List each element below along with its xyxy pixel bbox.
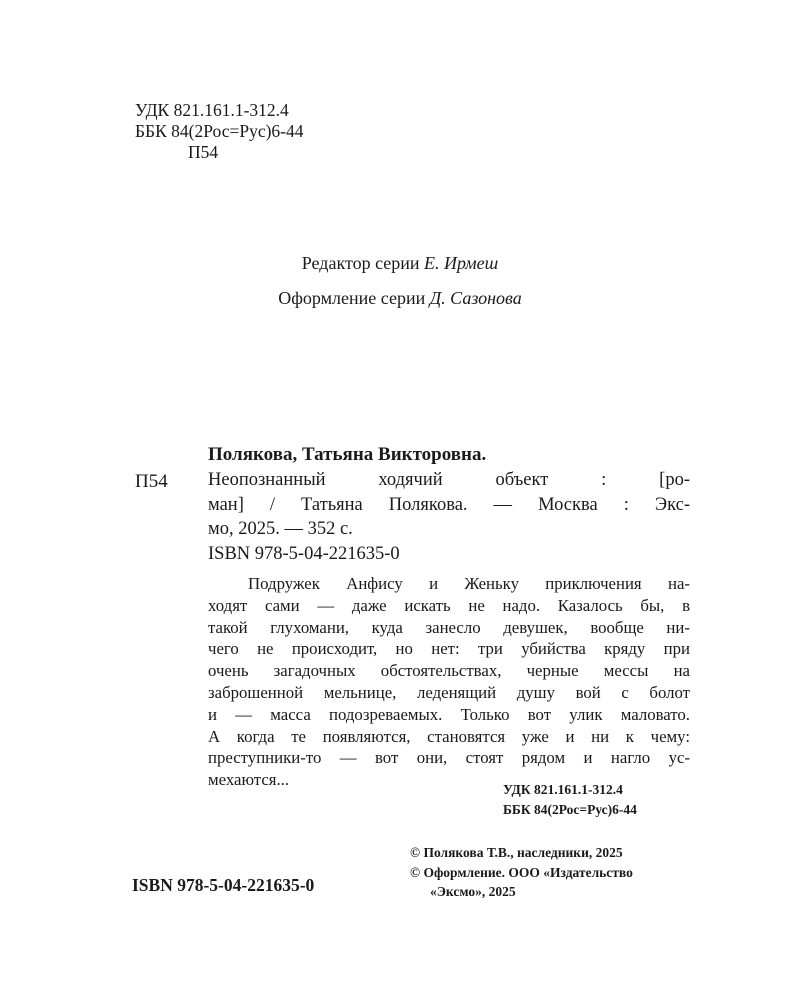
- annotation-line: очень загадочных обстоятельствах, черные мессы на: [208, 661, 690, 681]
- record-title-block: [208, 468, 690, 542]
- annotation-paragraph: [208, 573, 690, 791]
- top-author-mark: П54: [188, 142, 219, 162]
- annotation-line: заброшенной мельнице, леденящий душу вой с болот: [208, 682, 690, 702]
- annotation-line: преступники-то — вот они, стоят рядом и нагло ус-: [208, 748, 690, 768]
- top-bbk-code: ББК 84(2Рос=Рус)6-44: [135, 121, 304, 141]
- top-udk-code: УДК 821.161.1-312.4: [135, 100, 289, 120]
- annotation-line: А когда те появляются, становятся уже и ни к чему:: [208, 726, 690, 746]
- series-design-name: Д. Сазонова: [429, 288, 522, 308]
- copyright-block: [410, 843, 633, 902]
- copyright-line-design: © Оформление. ООО «Издательство: [410, 864, 633, 880]
- annotation-line: ходят сами — даже искать не надо. Казалось бы, в: [208, 595, 690, 615]
- series-editor-credit: [0, 251, 800, 275]
- record-author-heading: Полякова, Татьяна Викторовна.: [208, 444, 487, 465]
- series-design-label: Оформление серии: [278, 288, 430, 308]
- record-isbn: ISBN 978-5-04-221635-0: [208, 544, 400, 564]
- bottom-udk-code: УДК 821.161.1-312.4: [503, 782, 623, 797]
- copyright-line-publisher: «Эксмо», 2025: [430, 884, 516, 899]
- series-editor-name: Е. Ирмеш: [424, 253, 499, 273]
- bottom-bbk-code: ББК 84(2Рос=Рус)6-44: [503, 802, 637, 817]
- bottom-classification-codes: [503, 780, 637, 820]
- annotation-line: и — масса подозреваемых. Только вот улик маловато.: [208, 704, 690, 724]
- footer-isbn: ISBN 978-5-04-221635-0: [132, 875, 315, 895]
- copyright-line-author: © Полякова Т.В., наследники, 2025: [410, 845, 623, 860]
- annotation-line: такой глухомани, куда занесло девушек, вообще ни-: [208, 617, 690, 637]
- top-classification-codes: [135, 100, 304, 163]
- record-title-line: мо, 2025. — 352 с.: [208, 519, 353, 539]
- record-title-line: ман] / Татьяна Полякова. — Москва : Экс-: [208, 494, 690, 515]
- series-editor-label: Редактор серии: [301, 253, 425, 273]
- record-author-mark: П54: [135, 471, 168, 492]
- record-title-line: Неопознанный ходячий объект : [ро-: [208, 470, 690, 490]
- series-design-credit: [0, 286, 800, 310]
- annotation-line: мехаются...: [208, 770, 290, 790]
- annotation-line: Подружек Анфису и Женьку приключения на-: [248, 574, 690, 593]
- annotation-line: чего не происходит, но нет: три убийства кряду при: [208, 639, 690, 659]
